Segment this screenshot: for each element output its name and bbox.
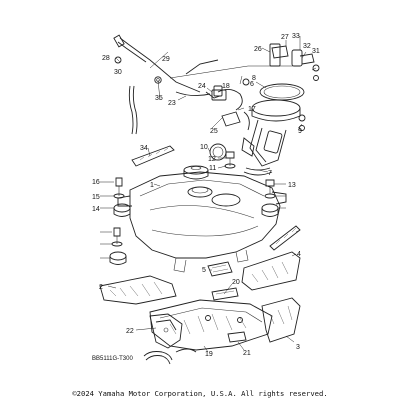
callout-18: 18 [222,83,230,90]
small-plate-21 [228,332,246,342]
fuel-pump-assembly [170,44,319,166]
callout-28: 28 [102,55,110,62]
callout-20: 20 [232,279,240,286]
callout-14: 14 [92,206,100,213]
mounting-hardware-left [110,178,130,265]
callout-4: 4 [297,251,301,258]
callout-30: 30 [114,69,122,76]
under-cover [150,300,272,350]
callout-31: 31 [312,48,320,55]
callout-34: 34 [140,145,148,152]
callout-24: 24 [198,83,206,90]
callout-27: 27 [281,34,289,41]
callout-32: 32 [303,43,311,50]
protector-4 [242,252,300,290]
side-cover-3 [262,298,300,342]
diagram-code: BB5111G-T300 [92,356,133,362]
callout-16: 16 [92,179,100,186]
callout-3: 3 [296,344,300,351]
callout-17: 17 [248,106,256,113]
callout-12: 12 [208,156,216,163]
fuel-tank [118,166,286,272]
callout-35: 35 [155,95,163,102]
callout-5: 5 [202,267,206,274]
breather-hose-assembly [114,35,226,134]
callout-19: 19 [205,351,213,358]
callout-11: 11 [209,165,217,172]
callout-10: 10 [200,144,208,151]
callout-26: 26 [254,46,262,53]
callout-15: 15 [92,194,100,201]
callout-23: 23 [168,100,176,107]
callout-9: 9 [298,128,302,135]
copyright-notice: ©2024 Yamaha Motor Corporation, U.S.A. All rights reserved. [72,389,328,398]
callout-33: 33 [292,33,300,40]
callout-8: 8 [252,75,256,82]
callout-13: 13 [288,182,296,189]
protector-2 [100,276,176,304]
callout-21: 21 [243,350,251,357]
callout-2: 2 [99,284,103,291]
plate-20 [212,288,238,300]
plate-5 [208,262,232,276]
callout-7: 7 [268,170,272,177]
hose-bottom [144,349,196,364]
callout-1: 1 [150,182,154,189]
callout-29: 29 [162,56,170,63]
callout-6: 6 [250,81,254,88]
callout-25: 25 [210,128,218,135]
callout-22: 22 [126,328,134,335]
